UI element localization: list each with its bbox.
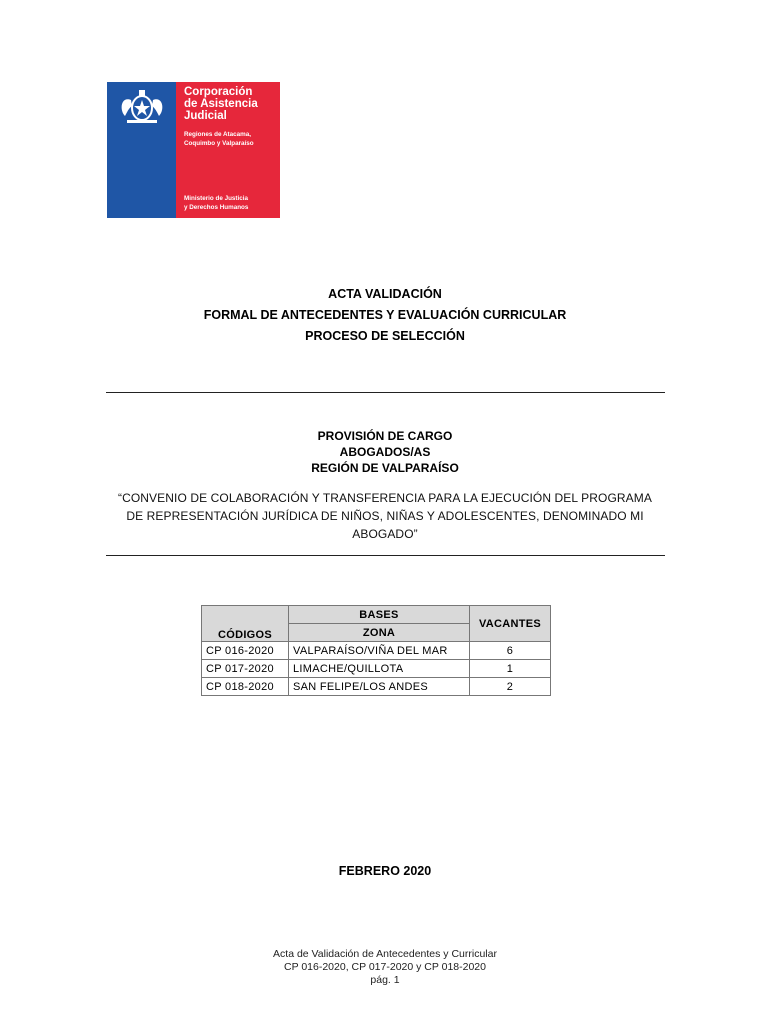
logo-coat-of-arms: [107, 82, 176, 218]
footer-line-1: Acta de Validación de Antecedentes y Curricular: [273, 948, 497, 960]
logo-region: Regiones de Atacama, Coquimbo y Valparaíso: [184, 131, 254, 147]
logo-ministry: Ministerio de Justicia y Derechos Humanos: [184, 195, 249, 211]
header-vacantes: VACANTES: [470, 606, 551, 642]
header-bases: BASES: [289, 606, 470, 624]
bases-table: [201, 605, 551, 696]
provision-line-2: ABOGADOS/AS: [339, 445, 431, 459]
table-row: [202, 642, 551, 660]
provision-block: [0, 428, 770, 476]
table-row: [202, 660, 551, 678]
provision-line-1: PROVISIÓN DE CARGO: [317, 429, 453, 443]
cell-zona: LIMACHE/QUILLOTA: [289, 660, 470, 678]
coat-of-arms-icon: [113, 86, 171, 126]
cell-codigo: CP 018-2020: [202, 678, 289, 696]
logo-name: Corporación de Asistencia Judicial: [184, 86, 258, 122]
divider-top: [106, 392, 665, 393]
convenio-text: “CONVENIO DE COLABORACIÓN Y TRANSFERENCIA PARA LA EJECUCIÓN DEL PROGRAMA DE REPRESENTACIÓN JURÍDICA DE NIÑOS, NIÑAS Y ADOLESCENTES, DENOMINADO MI ABOGADO”: [118, 491, 652, 541]
cell-vacantes: 6: [470, 642, 551, 660]
table-row: [202, 678, 551, 696]
cell-vacantes: 1: [470, 660, 551, 678]
title-line-1: ACTA VALIDACIÓN: [328, 287, 442, 301]
document-date: FEBRERO 2020: [338, 864, 432, 878]
header-codigos: CÓDIGOS: [202, 606, 289, 642]
page-number: pág. 1: [370, 974, 400, 986]
title-line-3: PROCESO DE SELECCIÓN: [305, 329, 465, 343]
footer-line-2: CP 016-2020, CP 017-2020 y CP 018-2020: [284, 961, 486, 973]
title-line-2: FORMAL DE ANTECEDENTES Y EVALUACIÓN CURRICULAR: [203, 308, 567, 322]
cell-zona: SAN FELIPE/LOS ANDES: [289, 678, 470, 696]
cell-zona: VALPARAÍSO/VIÑA DEL MAR: [289, 642, 470, 660]
divider-bottom: [106, 555, 665, 556]
header-zona: ZONA: [289, 624, 470, 642]
page-footer: [0, 948, 770, 987]
cell-codigo: CP 017-2020: [202, 660, 289, 678]
cell-codigo: CP 016-2020: [202, 642, 289, 660]
document-title: [0, 284, 770, 347]
cell-vacantes: 2: [470, 678, 551, 696]
provision-line-3: REGIÓN DE VALPARAÍSO: [311, 461, 459, 475]
logo-text-panel: [176, 82, 280, 218]
institution-logo: [107, 82, 280, 218]
